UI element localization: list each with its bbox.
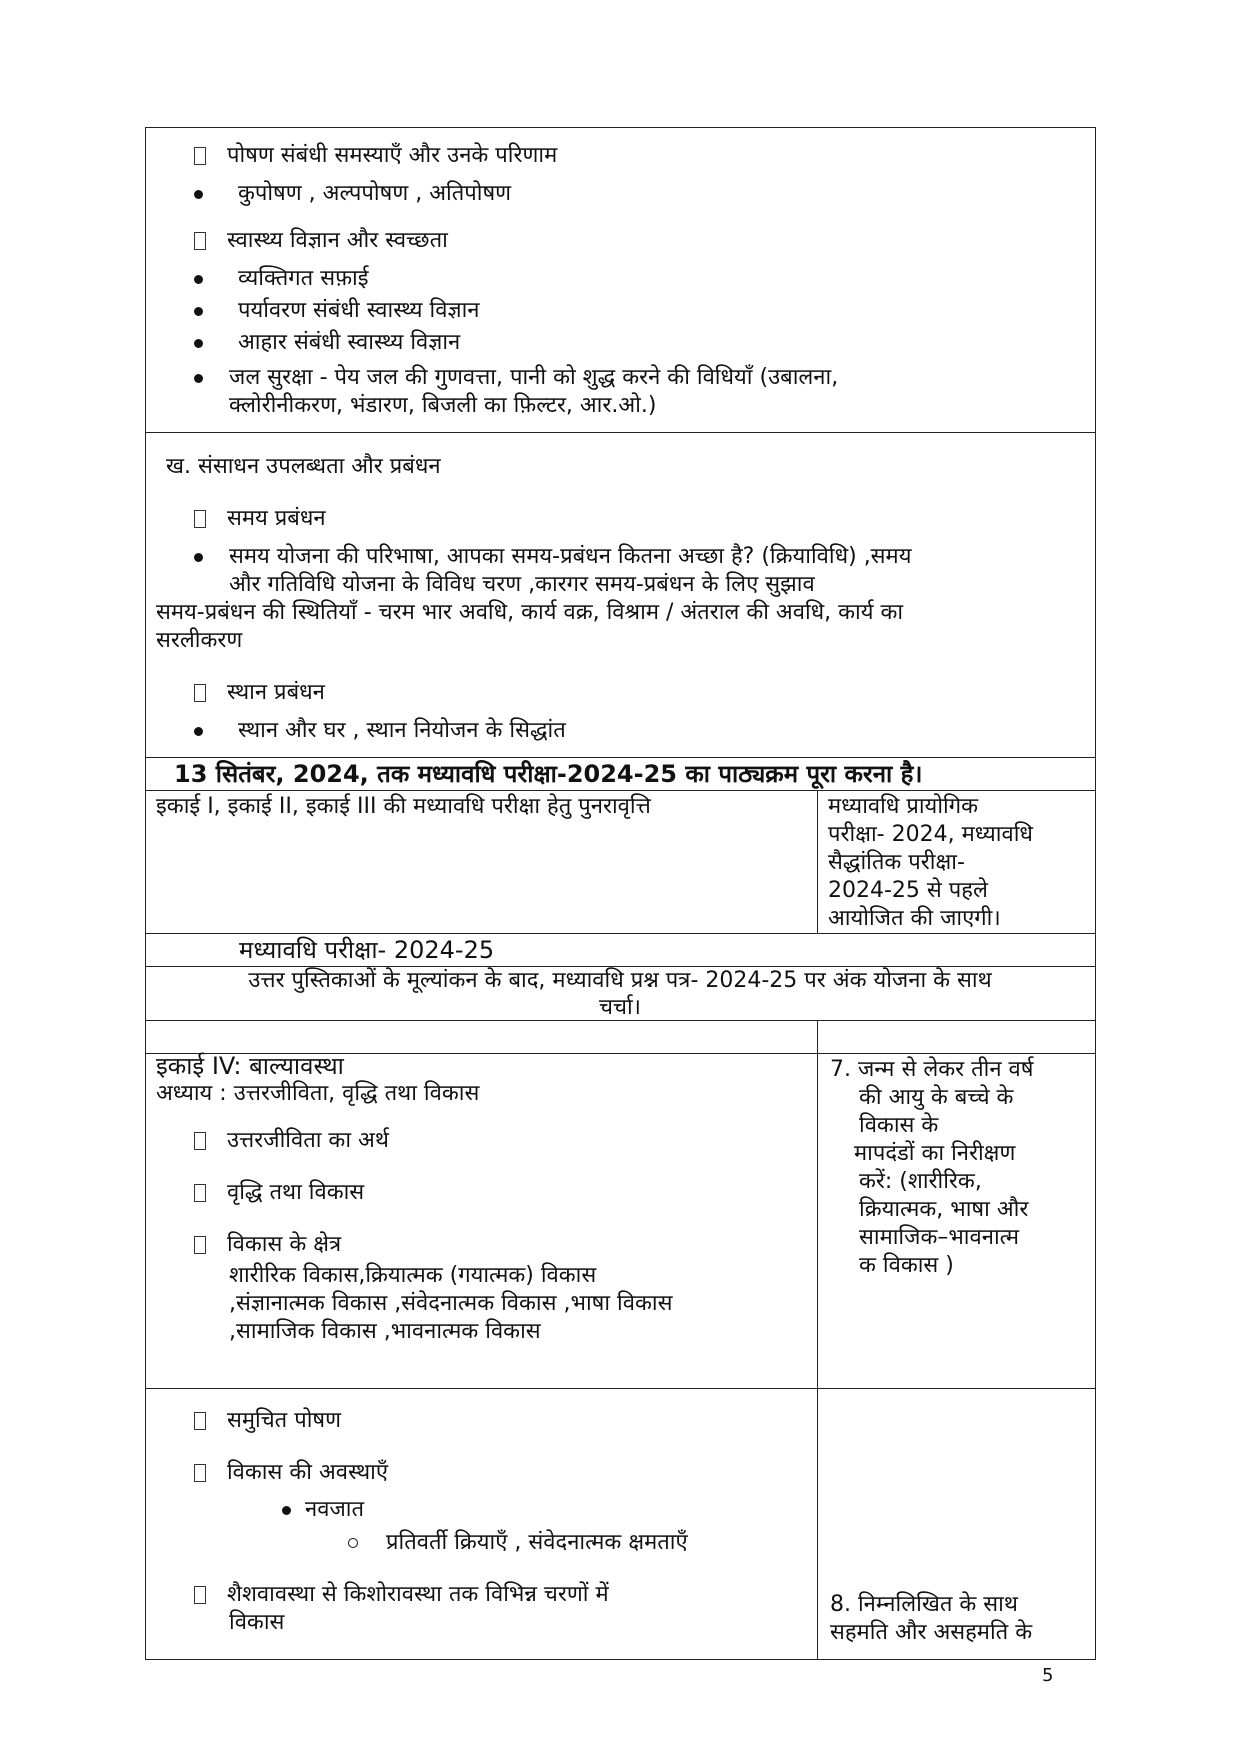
unit-title: इकाई IV: बाल्यावस्था: [156, 1052, 344, 1080]
exam-note-line: सैद्धांतिक परीक्षा-: [828, 850, 965, 875]
table-row: [145, 127, 1096, 434]
list-item: नवजात: [282, 1496, 364, 1524]
list-item: समय प्रबंधन: [194, 505, 326, 533]
list-item: व्यक्तिगत सफ़ाई: [194, 265, 369, 293]
hollow-bullet-icon: [348, 1538, 358, 1548]
checkbox-square-icon: [194, 1464, 206, 1482]
bullet-icon: [194, 553, 203, 562]
checkbox-square-icon: [194, 1236, 206, 1254]
practical-line: सहमति और असहमति के: [830, 1620, 1033, 1645]
practical-line: विकास के: [859, 1113, 939, 1138]
list-item: स्थान और घर , स्थान नियोजन के सिद्धांत: [194, 717, 566, 745]
exam-note-line: मध्यावधि प्रायोगिक: [828, 794, 978, 819]
bullet-icon: [282, 1506, 291, 1515]
list-item: कुपोषण , अल्पपोषण , अतिपोषण: [194, 180, 511, 208]
bullet-icon: [194, 339, 203, 348]
bullet-icon: [194, 190, 203, 199]
section-heading: ख. संसाधन उपलब्धता और प्रबंधन: [166, 454, 441, 479]
page-number: 5: [1042, 1665, 1054, 1686]
bullet-icon: [194, 727, 203, 736]
text-line: विकास: [229, 1610, 285, 1635]
list-item: पर्यावरण संबंधी स्वास्थ्य विज्ञान: [194, 297, 480, 325]
checkbox-square-icon: [194, 684, 206, 702]
practical-line: 7. जन्म से लेकर तीन वर्ष: [830, 1057, 1034, 1082]
table-row: [145, 966, 1096, 1022]
checkbox-square-icon: [194, 232, 206, 250]
list-item: स्वास्थ्य विज्ञान और स्वच्छता: [194, 227, 448, 255]
table-row: [145, 1388, 1096, 1660]
text-line: ,सामाजिक विकास ,भावनात्मक विकास: [229, 1319, 541, 1344]
list-item: विकास के क्षेत्र: [194, 1231, 341, 1259]
checkbox-square-icon: [194, 510, 206, 528]
list-item: आहार संबंधी स्वास्थ्य विज्ञान: [194, 329, 460, 357]
practical-line: मापदंडों का निरीक्षण: [854, 1141, 1016, 1166]
checkbox-square-icon: [194, 1412, 206, 1430]
list-item: पोषण संबंधी समस्याएँ और उनके परिणाम: [194, 142, 557, 170]
table-row: [145, 432, 1096, 759]
syllabus-table: [145, 127, 1096, 1660]
list-item: उत्तरजीविता का अर्थ: [194, 1127, 389, 1155]
exam-note-line: परीक्षा- 2024, मध्यावधि: [828, 822, 1033, 847]
chapter-title: अध्याय : उत्तरजीविता, वृद्धि तथा विकास: [156, 1081, 480, 1106]
practical-line: 8. निम्नलिखित के साथ: [830, 1592, 1018, 1617]
checkbox-square-icon: [194, 1184, 206, 1202]
table-row: [145, 1020, 1096, 1055]
text-line: समय योजना की परिभाषा, आपका समय-प्रबंधन कितना अच्छा है? (क्रियाविधि) ,समय: [229, 544, 912, 569]
table-row: [145, 790, 1096, 935]
checkbox-square-icon: [194, 1586, 206, 1604]
water-safety-line: जल सुरक्षा - पेय जल की गुणवत्ता, पानी को शुद्ध करने की विधियाँ (उबालना,: [229, 365, 839, 390]
list-item: शैशवावस्था से किशोरावस्था तक विभिन्न चरणों में: [194, 1581, 609, 1609]
practical-line: क्रियात्मक, भाषा और: [859, 1197, 1029, 1222]
list-item: स्थान प्रबंधन: [194, 679, 325, 707]
deadline-notice: 13 सितंबर, 2024, तक मध्यावधि परीक्षा-2024-25 का पाठ्यक्रम पूरा करना है।: [174, 760, 923, 788]
list-item: समुचित पोषण: [194, 1407, 341, 1435]
list-item: [194, 543, 203, 571]
table-row: [145, 757, 1096, 792]
checkbox-square-icon: [194, 1132, 206, 1150]
exam-note-line: 2024-25 से पहले: [828, 878, 988, 903]
checkbox-square-icon: [194, 147, 206, 165]
practical-line: सामाजिक–भावनात्म: [859, 1225, 1019, 1250]
list-item: विकास की अवस्थाएँ: [194, 1459, 388, 1487]
text-line: शारीरिक विकास,क्रियात्मक (गयात्मक) विकास: [229, 1263, 597, 1288]
list-item: [194, 364, 203, 392]
table-row: [145, 1053, 1096, 1390]
revision-text: इकाई I, इकाई II, इकाई III की मध्यावधि परीक्षा हेतु पुनरावृत्ति: [156, 794, 651, 819]
table-row: [145, 933, 1096, 968]
list-item: प्रतिवर्ती क्रियाएँ , संवेदनात्मक क्षमताएँ: [348, 1529, 688, 1557]
text-line: ,संज्ञानात्मक विकास ,संवेदनात्मक विकास ,भाषा विकास: [229, 1291, 673, 1316]
practical-line: क विकास ): [859, 1253, 954, 1278]
evaluation-line: उत्तर पुस्तिकाओं के मूल्यांकन के बाद, मध्यावधि प्रश्न पत्र- 2024-25 पर अंक योजना के साथ: [248, 968, 992, 993]
exam-note-line: आयोजित की जाएगी।: [828, 906, 1001, 931]
midterm-heading: मध्यावधि परीक्षा- 2024-25: [239, 936, 495, 964]
practical-line: की आयु के बच्चे के: [859, 1085, 1014, 1110]
evaluation-line: चर्चा।: [599, 995, 641, 1020]
bullet-icon: [194, 374, 203, 383]
practical-line: करें: (शारीरिक,: [859, 1169, 982, 1194]
text-line: सरलीकरण: [156, 628, 243, 653]
list-item: वृद्धि तथा विकास: [194, 1179, 364, 1207]
text-line: समय-प्रबंधन की स्थितियाँ - चरम भार अवधि, कार्य वक्र, विश्राम / अंतराल की अवधि, कार्य का: [156, 600, 904, 625]
bullet-icon: [194, 275, 203, 284]
text-line: और गतिविधि योजना के विविध चरण ,कारगर समय-प्रबंधन के लिए सुझाव: [229, 572, 815, 597]
water-safety-line: क्लोरीनीकरण, भंडारण, बिजली का फ़िल्टर, आर.ओ.): [229, 393, 657, 418]
bullet-icon: [194, 307, 203, 316]
